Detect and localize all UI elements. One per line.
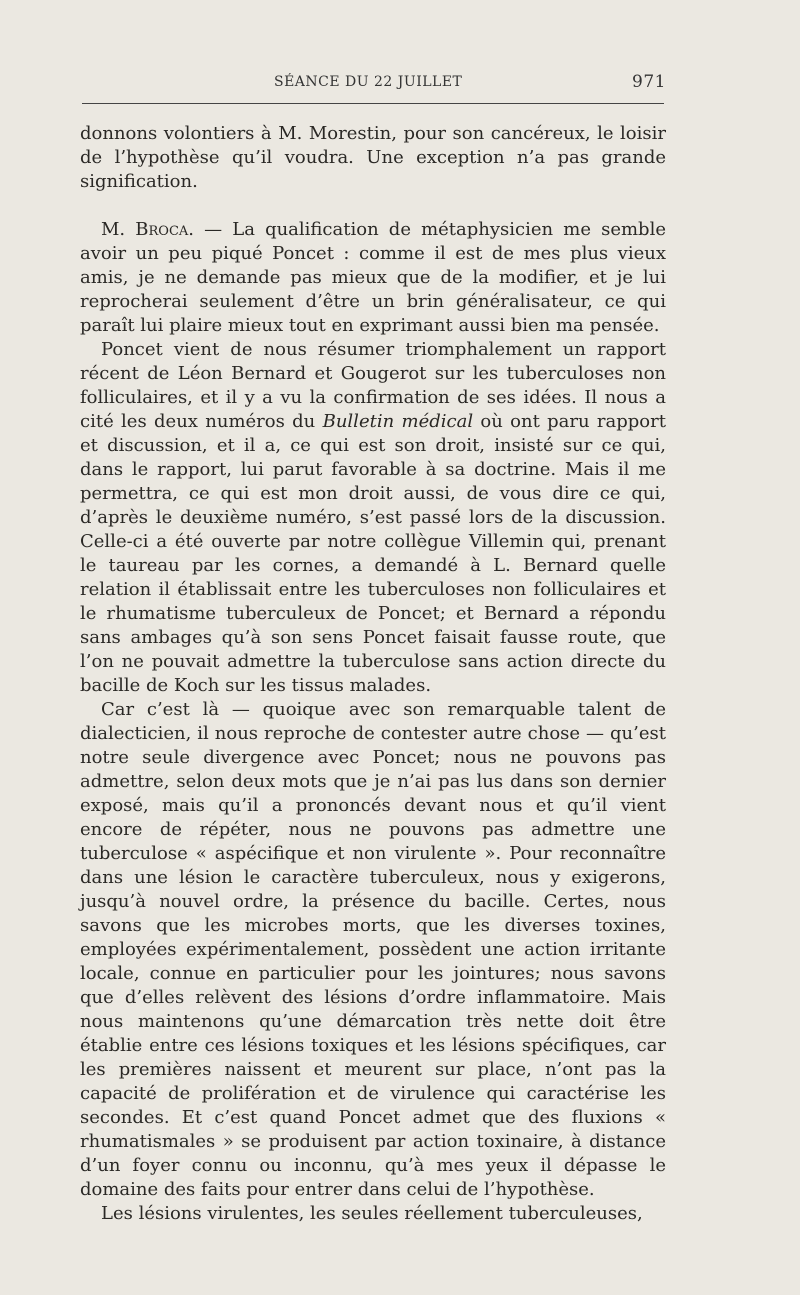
paragraph <box>80 338 666 698</box>
journal-title: Bulletin médical <box>322 411 474 432</box>
header-rule <box>82 103 664 104</box>
body-text <box>80 122 666 1226</box>
paragraph-text: . — La qualification de métaphysicien me semble avoir un peu piqué Poncet : comme il est de mes plus vieux amis, je ne demande pas mieux que de la modifier, et je lui reprocherai seulement d’être un brin généralisateur, ce qui paraît lui plaire mieux tout en exprimant aussi bien ma pensée. <box>80 219 666 336</box>
paragraph-text: Poncet vient de nous résumer triomphalement un rapport récent de Léon Bernard et Gougerot sur les tuberculoses non folliculaires, et il y a vu la confirmation de ses idées. Il nous a cité les deux numéros du <box>80 339 666 432</box>
paragraph-text: où ont paru rapport et discussion, et il a, ce qui est son droit, insisté sur ce qui, dans le rapport, lui parut favorable à sa doctrine. Mais il me permettra, ce qui est mon droit aussi, de vous dire ce qui, d’après le deuxième numéro, s’est passé lors de la discussion. Celle-ci a été ouverte par notre collègue Villemin qui, prenant le taureau par les cornes, a demandé à L. Bernard quelle relation il établissait entre les tuberculoses non folliculaires et le rhumatisme tuberculeux de Poncet; et Bernard a répondu sans ambages qu’à son sens Poncet faisait fausse route, que l’on ne pouvait admettre la tuberculose sans action directe du bacille de Koch sur les tissus malades. <box>80 411 666 696</box>
running-header <box>80 70 666 92</box>
paragraph: Car c’est là — quoique avec son remarquable talent de dialecticien, il nous reproche de contester autre chose — qu’est notre seule divergence avec Poncet; nous ne pouvons pas admettre, selon deux mots que je n’ai pas lus dans son dernier exposé, mais qu’il a prononcés devant nous et qu’il vient encore de répéter, nous ne pouvons pas admettre une tuberculose « aspécifique et non virulente ». Pour reconnaître dans une lésion le caractère tuberculeux, nous y exigerons, jusqu’à nouvel ordre, la présence du bacille. Certes, nous savons que les microbes morts, que les diverses toxines, employées expérimentalement, possèdent une action irritante locale, connue en particulier pour les jointures; nous savons que d’elles relèvent des lésions d’ordre inflammatoire. Mais nous maintenons qu’une démarcation très nette doit être établie entre ces lésions toxiques et les lésions spécifiques, car les premières naissent et meurent sur place, n’ont pas la capacité de prolifération et de virulence qui caractérise les secondes. Et c’est quand Poncet admet que des fluxions « rhumatismales » se produisent par action toxinaire, à distance d’un foyer connu ou inconnu, qu’à mes yeux il dépasse le domaine des faits pour entrer dans celui de l’hypothèse. <box>80 699 666 1200</box>
speaker-name: Broca <box>135 219 189 240</box>
speaker-title: M. <box>101 219 126 240</box>
paragraph: Les lésions virulentes, les seules réellement tuberculeuses, <box>101 1203 643 1224</box>
paragraph-broca <box>80 218 666 338</box>
running-title: SÉANCE DU 22 JUILLET <box>274 74 463 90</box>
paragraph: donnons volontiers à M. Morestin, pour son cancéreux, le loisir de l’hypothèse qu’il voudra. Une exception n’a pas grande signification. <box>80 123 666 192</box>
page-number: 971 <box>632 72 666 92</box>
